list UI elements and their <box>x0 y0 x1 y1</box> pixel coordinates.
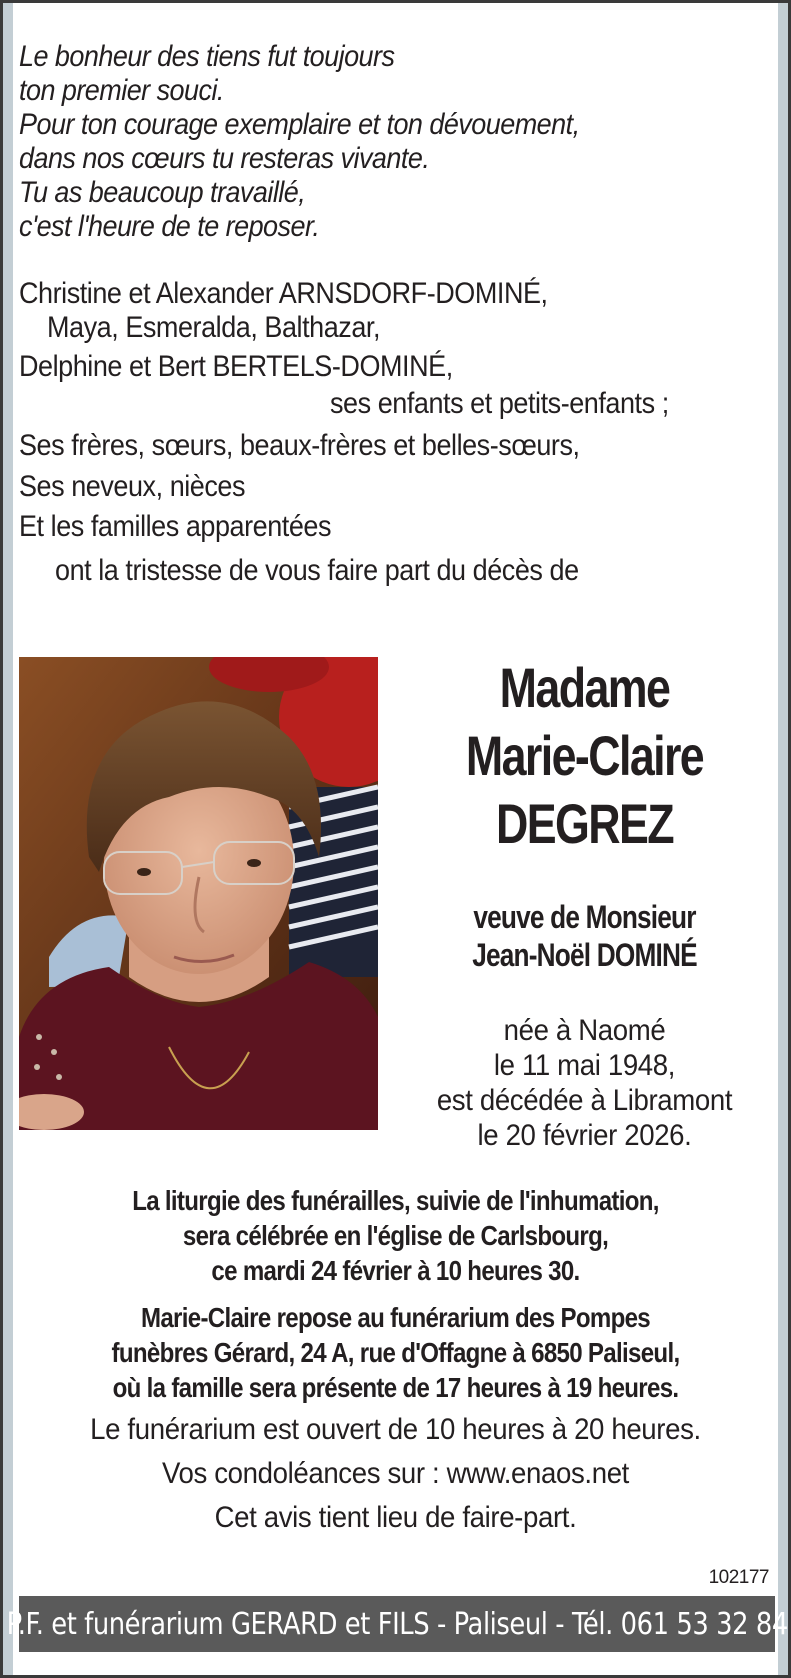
family-line: Christine et Alexander ARNSDORF-DOMINÉ, <box>19 277 548 310</box>
surname: DEGREZ <box>495 792 674 855</box>
widow-block <box>392 898 777 974</box>
death-date: le 20 février 2026. <box>477 1119 692 1152</box>
widow-line: veuve de Monsieur <box>473 899 696 935</box>
visitation-line: où la famille sera présente de 17 heures à 19 heures. <box>112 1372 679 1403</box>
poem-line: c'est l'heure de te reposer. <box>19 210 320 243</box>
right-margin-stripe <box>778 3 788 1675</box>
widow-line: Jean-Noël DOMINÉ <box>472 937 697 973</box>
title-madame: Madame <box>499 656 670 719</box>
deceased-name-block <box>392 654 777 858</box>
poem-line: dans nos cœurs tu resteras vivante. <box>19 142 430 175</box>
visitation-line: Marie-Claire repose au funérarium des Pompes <box>140 1302 651 1333</box>
life-dates-block <box>392 1013 777 1153</box>
visitation-info <box>13 1300 778 1405</box>
ceremony-info <box>13 1183 778 1288</box>
family-line: Maya, Esmeralda, Balthazar, <box>47 311 381 344</box>
family-line: Delphine et Bert BERTELS-DOMINÉ, <box>19 350 453 383</box>
portrait-image <box>19 657 378 1130</box>
condolences-link[interactable]: Vos condoléances sur : www.enaos.net <box>162 1457 629 1490</box>
family-line: Ses neveux, nièces <box>19 470 246 503</box>
funerarium-hours: Le funérarium est ouvert de 10 heures à 20 heures. <box>90 1413 701 1446</box>
funeral-home-footer <box>6 1596 788 1652</box>
ceremony-line: La liturgie des funérailles, suivie de l'inhumation, <box>132 1185 659 1216</box>
portrait-photo <box>19 657 378 1130</box>
poem-line: ton premier souci. <box>19 74 224 107</box>
family-line: Et les familles apparentées <box>19 510 332 543</box>
family-line: ses enfants et petits-enfants ; <box>330 387 669 420</box>
family-line: ont la tristesse de vous faire part du décès de <box>55 554 579 587</box>
poem-line: Pour ton courage exemplaire et ton dévouement, <box>19 108 580 141</box>
birth-place: née à Naomé <box>503 1014 666 1047</box>
funeral-home-contact: P.F. et funérarium GERARD et FILS - Paliseul - Tél. 061 53 32 84 <box>6 1606 788 1642</box>
death-place: est décédée à Libramont <box>436 1084 733 1117</box>
first-name: Marie-Claire <box>465 724 704 787</box>
ceremony-line: sera célébrée en l'église de Carlsbourg, <box>182 1220 609 1251</box>
left-margin-stripe <box>3 3 13 1675</box>
birth-date: le 11 mai 1948, <box>493 1049 676 1082</box>
ceremony-line: ce mardi 24 février à 10 heures 30. <box>211 1255 580 1286</box>
visitation-line: funèbres Gérard, 24 A, rue d'Offagne à 6850 Paliseul, <box>111 1337 680 1368</box>
poem-line: Le bonheur des tiens fut toujours <box>19 40 395 73</box>
family-line: Ses frères, sœurs, beaux-frères et belles-sœurs, <box>19 429 580 462</box>
notice-statement: Cet avis tient lieu de faire-part. <box>214 1501 577 1534</box>
poem-line: Tu as beaucoup travaillé, <box>19 176 306 209</box>
reference-number: 102177 <box>708 1567 769 1588</box>
additional-info <box>13 1408 778 1540</box>
